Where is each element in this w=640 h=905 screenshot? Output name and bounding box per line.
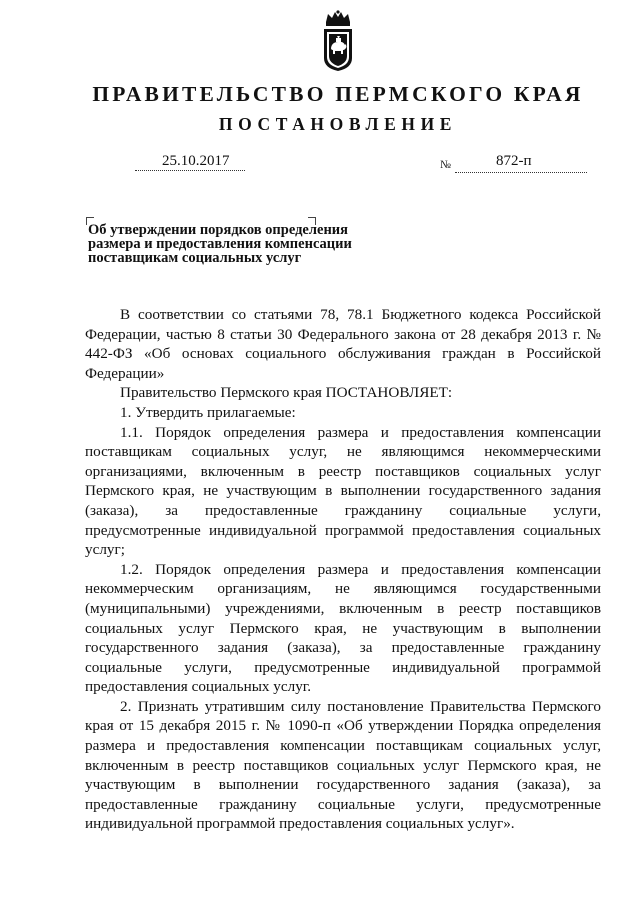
clause-1-2-paragraph: 1.2. Порядок определения размера и предоставления компенсации некоммерческим организациям, не являющимся государственными (муниципальными) учреждениями, включенным в реестр поставщиков социальных услуг Пермского края, не участвующим в выполнении государственного задания (заказа), за предоставленные гражданину социальные услуги, предусмотренные индивидуальной программой предоставления социальных услуг. — [85, 560, 601, 696]
subject-line: Об утверждении порядков определения — [88, 222, 348, 238]
subject-line: размера и предоставления компенсации — [88, 236, 352, 252]
document-number: 872-п — [496, 153, 532, 169]
clause-1-1-paragraph: 1.1. Порядок определения размера и предоставления компенсации поставщикам социальных услуг, не являющимся некоммерческими организациями, включенным в реестр поставщиков социальных услуг Пермского края, не участвующим в выполнении государственного задания (заказа), за предоставленные гражданину социальные услуги, предусмотренные индивидуальной программой предоставления социальных услуг; — [85, 423, 601, 559]
document-type: ПОСТАНОВЛЕНИЕ — [218, 114, 458, 134]
document-subject — [88, 223, 352, 265]
number-underline — [455, 172, 587, 173]
government-title: ПРАВИТЕЛЬСТВО ПЕРМСКОГО КРАЯ — [92, 82, 584, 106]
clause-2-paragraph: 2. Признать утратившим силу постановление Правительства Пермского края от 15 декабря 2015 г. № 1090-п «Об утверждении Порядка определения размера и предоставления компенсации поставщикам социальных услуг, включенным в реестр поставщиков социальных услуг Пермского края, не участвующим в выполнении государственного задания (заказа), за предоставленные гражданину социальные услуги, предусмотренные индивидуальной программой предоставления социальных услуг». — [85, 697, 601, 833]
date-underline — [135, 170, 245, 171]
preamble-paragraph: В соответствии со статьями 78, 78.1 Бюджетного кодекса Российской Федерации, частью 8 статьи 30 Федерального закона от 28 декабря 2013 г. № 442-ФЗ «Об основах социального обслуживания граждан в Российской Федерации» — [85, 306, 601, 382]
document-body — [85, 305, 601, 834]
document-date: 25.10.2017 — [162, 153, 230, 169]
number-sign: № — [440, 159, 451, 171]
clause-1-paragraph: 1. Утвердить прилагаемые: — [120, 403, 296, 421]
coat-of-arms-icon — [319, 10, 357, 72]
resolution-paragraph: Правительство Пермского края ПОСТАНОВЛЯЕТ: — [120, 384, 453, 402]
subject-line: поставщикам социальных услуг — [88, 250, 302, 266]
crown-icon — [326, 10, 350, 26]
